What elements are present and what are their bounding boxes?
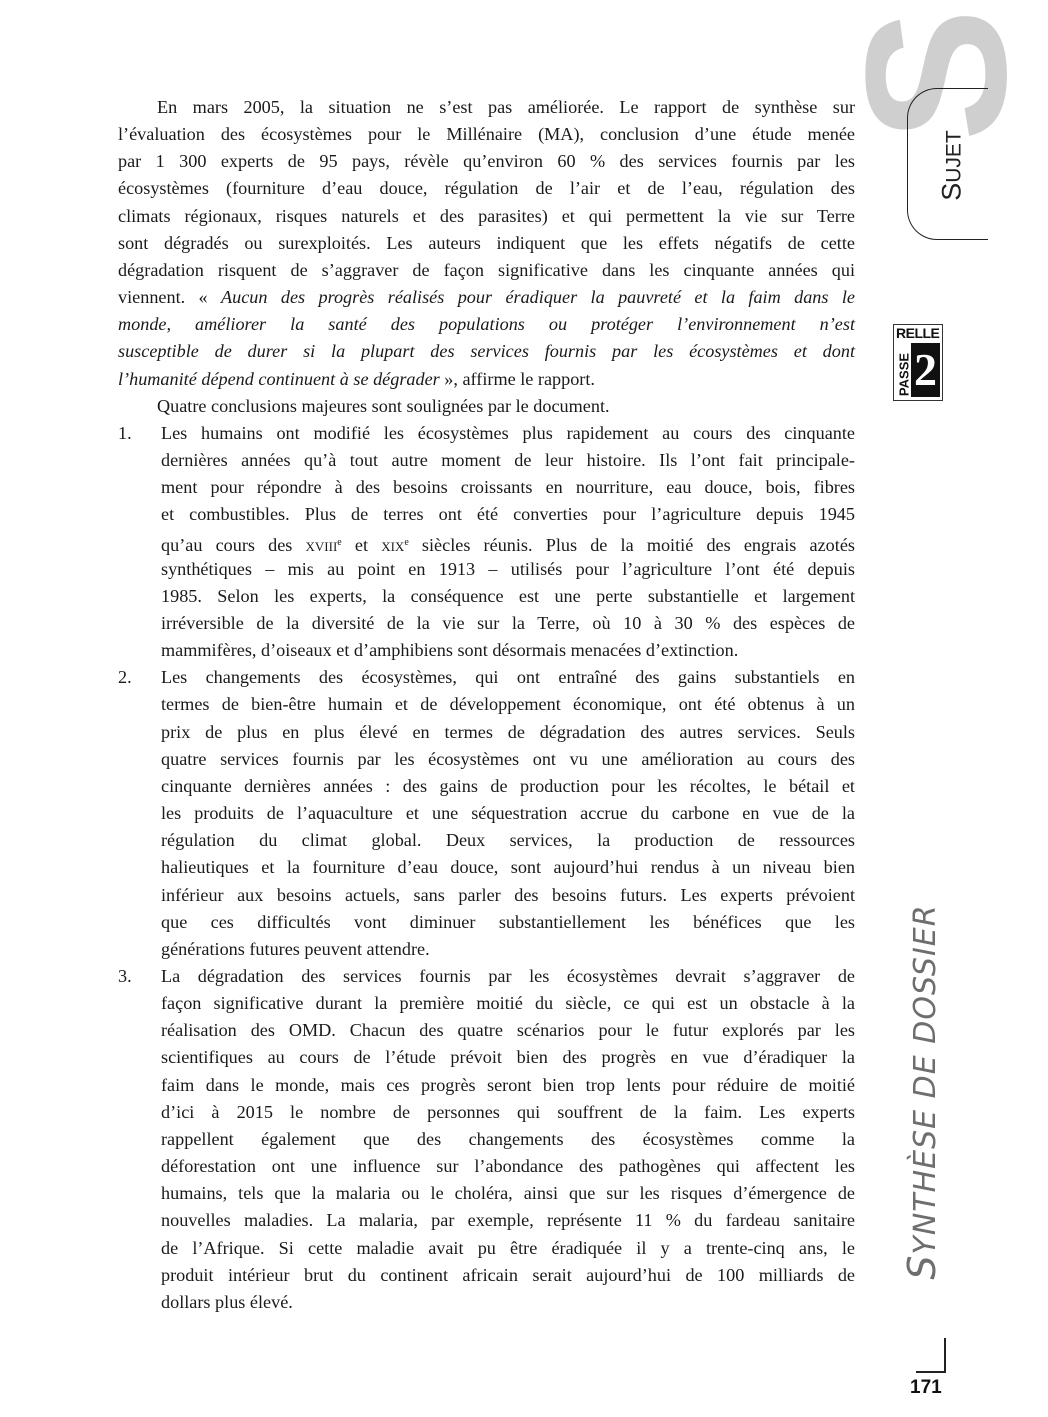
- text-line: termes de bien-être humain et de développement économique, ont été obtenus à un: [161, 694, 855, 715]
- text-line: de l’Afrique. Si cette maladie avait pu être éradiquée il y a trente-cinq ans, le: [161, 1237, 855, 1258]
- text-line: dégradation risquent de s’aggraver de façon significative dans les cinquante années qui: [118, 259, 855, 280]
- page-number-rule-horizontal: [916, 1371, 946, 1373]
- running-title-initial: S: [900, 1254, 944, 1280]
- logo-text-relle: RELLE: [896, 325, 940, 341]
- text-segment: e: [404, 536, 409, 548]
- italic-quote-segment: Aucun des progrès réalisés pour éradiquer la pauvreté et la faim dans le: [221, 287, 855, 308]
- numbered-list-item: [118, 420, 855, 664]
- text-line: façon significative durant la première moitié du siècle, ce qui est un obstacle à la: [161, 993, 855, 1014]
- text-line: cinquante dernières années : des gains de production pour les récoltes, le bétail et: [161, 775, 855, 796]
- list-number: 2.: [118, 667, 132, 688]
- text-line: La dégradation des services fournis par les écosystèmes devrait s’aggraver de: [161, 966, 855, 986]
- text-line: inférieur aux besoins actuels, sans parler des besoins futurs. Les experts prévoient: [161, 884, 855, 905]
- passerelle-logo: [893, 324, 943, 401]
- text-line: [118, 338, 855, 365]
- logo-text-passe: PASSE: [896, 352, 912, 397]
- text-segment: qu’au cours des: [161, 534, 306, 555]
- text-line: sont dégradés ou surexploités. Les auteurs indiquent que les effets négatifs de cette: [118, 232, 855, 253]
- text-line: 1985. Selon les experts, la conséquence est une perte substantielle et largement: [161, 585, 855, 606]
- text-line: dernières années qu’à tout autre moment de leur histoire. Ils l’ont fait principale-: [161, 450, 855, 471]
- text-line: régulation du climat global. Deux services, la production de ressources: [161, 830, 855, 851]
- section-tab-initial: S: [936, 182, 967, 201]
- section-tab-sujet: [937, 116, 968, 216]
- italic-quote-segment: monde, améliorer la santé des populations ou protéger l’environnement n’est: [118, 314, 855, 335]
- text-line: produit intérieur brut du continent africain serait aujourd’hui de 100 milliards de: [161, 1264, 855, 1285]
- text-line: nouvelles maladies. La malaria, par exemple, représente 11 % du fardeau sanitaire: [161, 1210, 855, 1231]
- italic-quote-segment: l’humanité dépend continuent à se dégrader: [118, 368, 440, 389]
- text-line: [118, 284, 855, 311]
- text-segment: et: [341, 534, 382, 555]
- text-line: générations futures peuvent attendre.: [161, 938, 430, 959]
- text-line: En mars 2005, la situation ne s’est pas améliorée. Le rapport de synthèse sur: [157, 97, 855, 117]
- body-text: [118, 94, 855, 1316]
- text-line: l’évaluation des écosystèmes pour le Millénaire (MA), conclusion d’une étude menée: [118, 124, 855, 145]
- text-segment: », affirme le rapport.: [439, 368, 595, 389]
- text-line: irréversible de la diversité de la vie sur la Terre, où 10 à 30 % des espèces de: [161, 612, 855, 633]
- text-segment: e: [337, 536, 342, 548]
- paragraph: [118, 393, 855, 420]
- text-line: faim dans le monde, mais ces progrès seront bien trop lents pour réduire de moitié: [161, 1074, 855, 1095]
- text-segment: xix: [381, 534, 405, 555]
- text-line: Les changements des écosystèmes, qui ont entraîné des gains substantiels en: [161, 667, 855, 688]
- page-number-rule-vertical: [944, 1338, 946, 1372]
- text-line: réalisation des OMD. Chacun des quatre scénarios pour le futur explorés par les: [161, 1020, 855, 1041]
- section-tab-rest: UJET: [942, 130, 966, 183]
- text-line: mammifères, d’oiseaux et d’amphibiens sont désormais menacées d’extinction.: [161, 640, 739, 661]
- text-line: les produits de l’aquaculture et une séquestration accrue du carbone en vue de la: [161, 803, 855, 824]
- text-line: synthétiques – mis au point en 1913 – utilisés pour l’agriculture l’ont été depuis: [161, 558, 855, 579]
- running-title-rest: YNTHÈSE DE DOSSIER: [908, 904, 943, 1255]
- text-line: prix de plus en plus élevé en termes de dégradation des autres services. Seuls: [161, 721, 855, 742]
- text-line: écosystèmes (fourniture d’eau douce, régulation de l’air et de l’eau, régulation des: [118, 178, 855, 199]
- text-line: et combustibles. Plus de terres ont été converties pour l’agriculture depuis 1945: [161, 504, 855, 525]
- text-line: [118, 311, 855, 338]
- paragraph: [118, 94, 855, 393]
- numbered-list-item: [118, 664, 855, 963]
- text-line: scientifiques au cours de l’étude prévoit bien des progrès en vue d’éradiquer la: [161, 1047, 855, 1068]
- text-segment: viennent. «: [118, 287, 222, 308]
- text-line: climats régionaux, risques naturels et des parasites) et qui permettent la vie sur Terre: [118, 205, 855, 226]
- text-line: [161, 529, 855, 556]
- italic-quote-segment: susceptible de durer si la plupart des services fournis par les écosystèmes et dont: [118, 341, 855, 362]
- text-line: Quatre conclusions majeures sont soulignées par le document.: [157, 395, 610, 416]
- text-line: déforestation ont une influence sur l’abondance des pathogènes qui affectent les: [161, 1156, 855, 1177]
- decorative-letter-s: S: [825, 8, 1048, 142]
- page-number: 171: [910, 1377, 942, 1398]
- running-title: [900, 882, 944, 1302]
- text-line: ment pour répondre à des besoins croissants en nourriture, eau douce, bois, fibres: [161, 477, 855, 498]
- text-line: [118, 366, 855, 393]
- list-number: 1.: [118, 422, 132, 443]
- text-line: rappellent également que des changements des écosystèmes comme la: [161, 1128, 855, 1149]
- text-line: d’ici à 2015 le nombre de personnes qui souffrent de la faim. Les experts: [161, 1101, 855, 1122]
- logo-number: 2: [911, 343, 940, 397]
- list-number: 3.: [118, 966, 132, 986]
- numbered-list-item: [118, 963, 855, 1316]
- text-line: Les humains ont modifié les écosystèmes plus rapidement au cours des cinquante: [161, 422, 855, 443]
- text-line: par 1 300 experts de 95 pays, révèle qu’environ 60 % des services fournis par les: [118, 151, 855, 172]
- text-line: halieutiques et la fourniture d’eau douce, sont aujourd’hui rendus à un niveau bien: [161, 857, 855, 878]
- text-line: quatre services fournis par les écosystèmes ont vu une amélioration au cours des: [161, 748, 855, 769]
- text-line: humains, tels que la malaria ou le choléra, ainsi que sur les risques d’émergence de: [161, 1183, 855, 1204]
- text-line: dollars plus élevé.: [161, 1291, 293, 1312]
- text-line: que ces difficultés vont diminuer substantiellement les bénéfices que les: [161, 911, 855, 932]
- text-segment: xviii: [305, 534, 338, 555]
- text-segment: siècles réunis. Plus de la moitié des engrais azotés: [408, 534, 855, 555]
